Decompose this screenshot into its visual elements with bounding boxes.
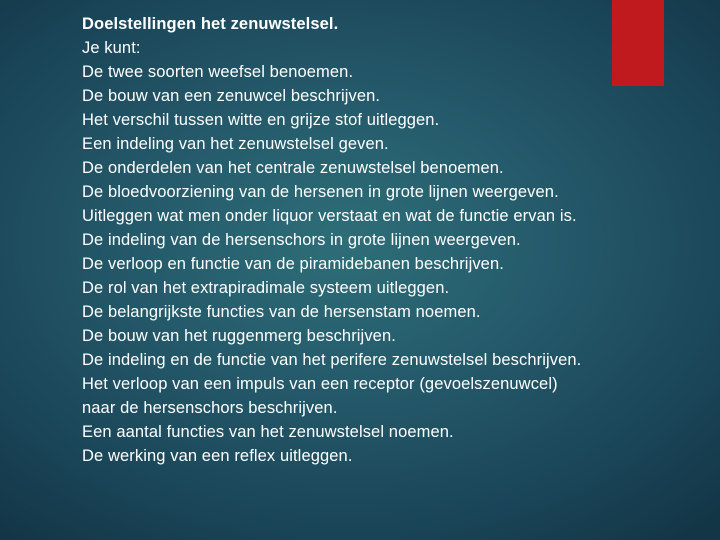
objective-line: De rol van het extrapiradimale systeem uitleggen. [82,279,450,297]
objective-line: Een aantal functies van het zenuwstelsel noemen. [82,423,454,441]
objective-line: De indeling en de functie van het perifere zenuwstelsel beschrijven. [82,351,582,369]
objective-line: naar de hersenschors beschrijven. [82,399,338,417]
objective-list [82,60,702,468]
objective-line: De verloop en functie van de piramidebanen beschrijven. [82,255,504,273]
objective-line: De bouw van het ruggenmerg beschrijven. [82,327,396,345]
objective-line: De werking van een reflex uitleggen. [82,447,353,465]
objective-line: Het verschil tussen witte en grijze stof uitleggen. [82,111,440,129]
slide-intro: Je kunt: [82,39,141,57]
objective-line: De bloedvoorziening van de hersenen in grote lijnen weergeven. [82,183,559,201]
objective-line: Uitleggen wat men onder liquor verstaat en wat de functie ervan is. [82,207,577,225]
slide-content [82,12,702,468]
objective-line: De twee soorten weefsel benoemen. [82,63,354,81]
objective-line: Het verloop van een impuls van een receptor (gevoelszenuwcel) [82,375,558,393]
objective-line: De bouw van een zenuwcel beschrijven. [82,87,381,105]
objective-line: De belangrijkste functies van de hersenstam noemen. [82,303,481,321]
slide-title: Doelstellingen het zenuwstelsel. [82,15,339,33]
objective-line: De indeling van de hersenschors in grote lijnen weergeven. [82,231,521,249]
objective-line: De onderdelen van het centrale zenuwstelsel benoemen. [82,159,504,177]
objective-line: Een indeling van het zenuwstelsel geven. [82,135,389,153]
